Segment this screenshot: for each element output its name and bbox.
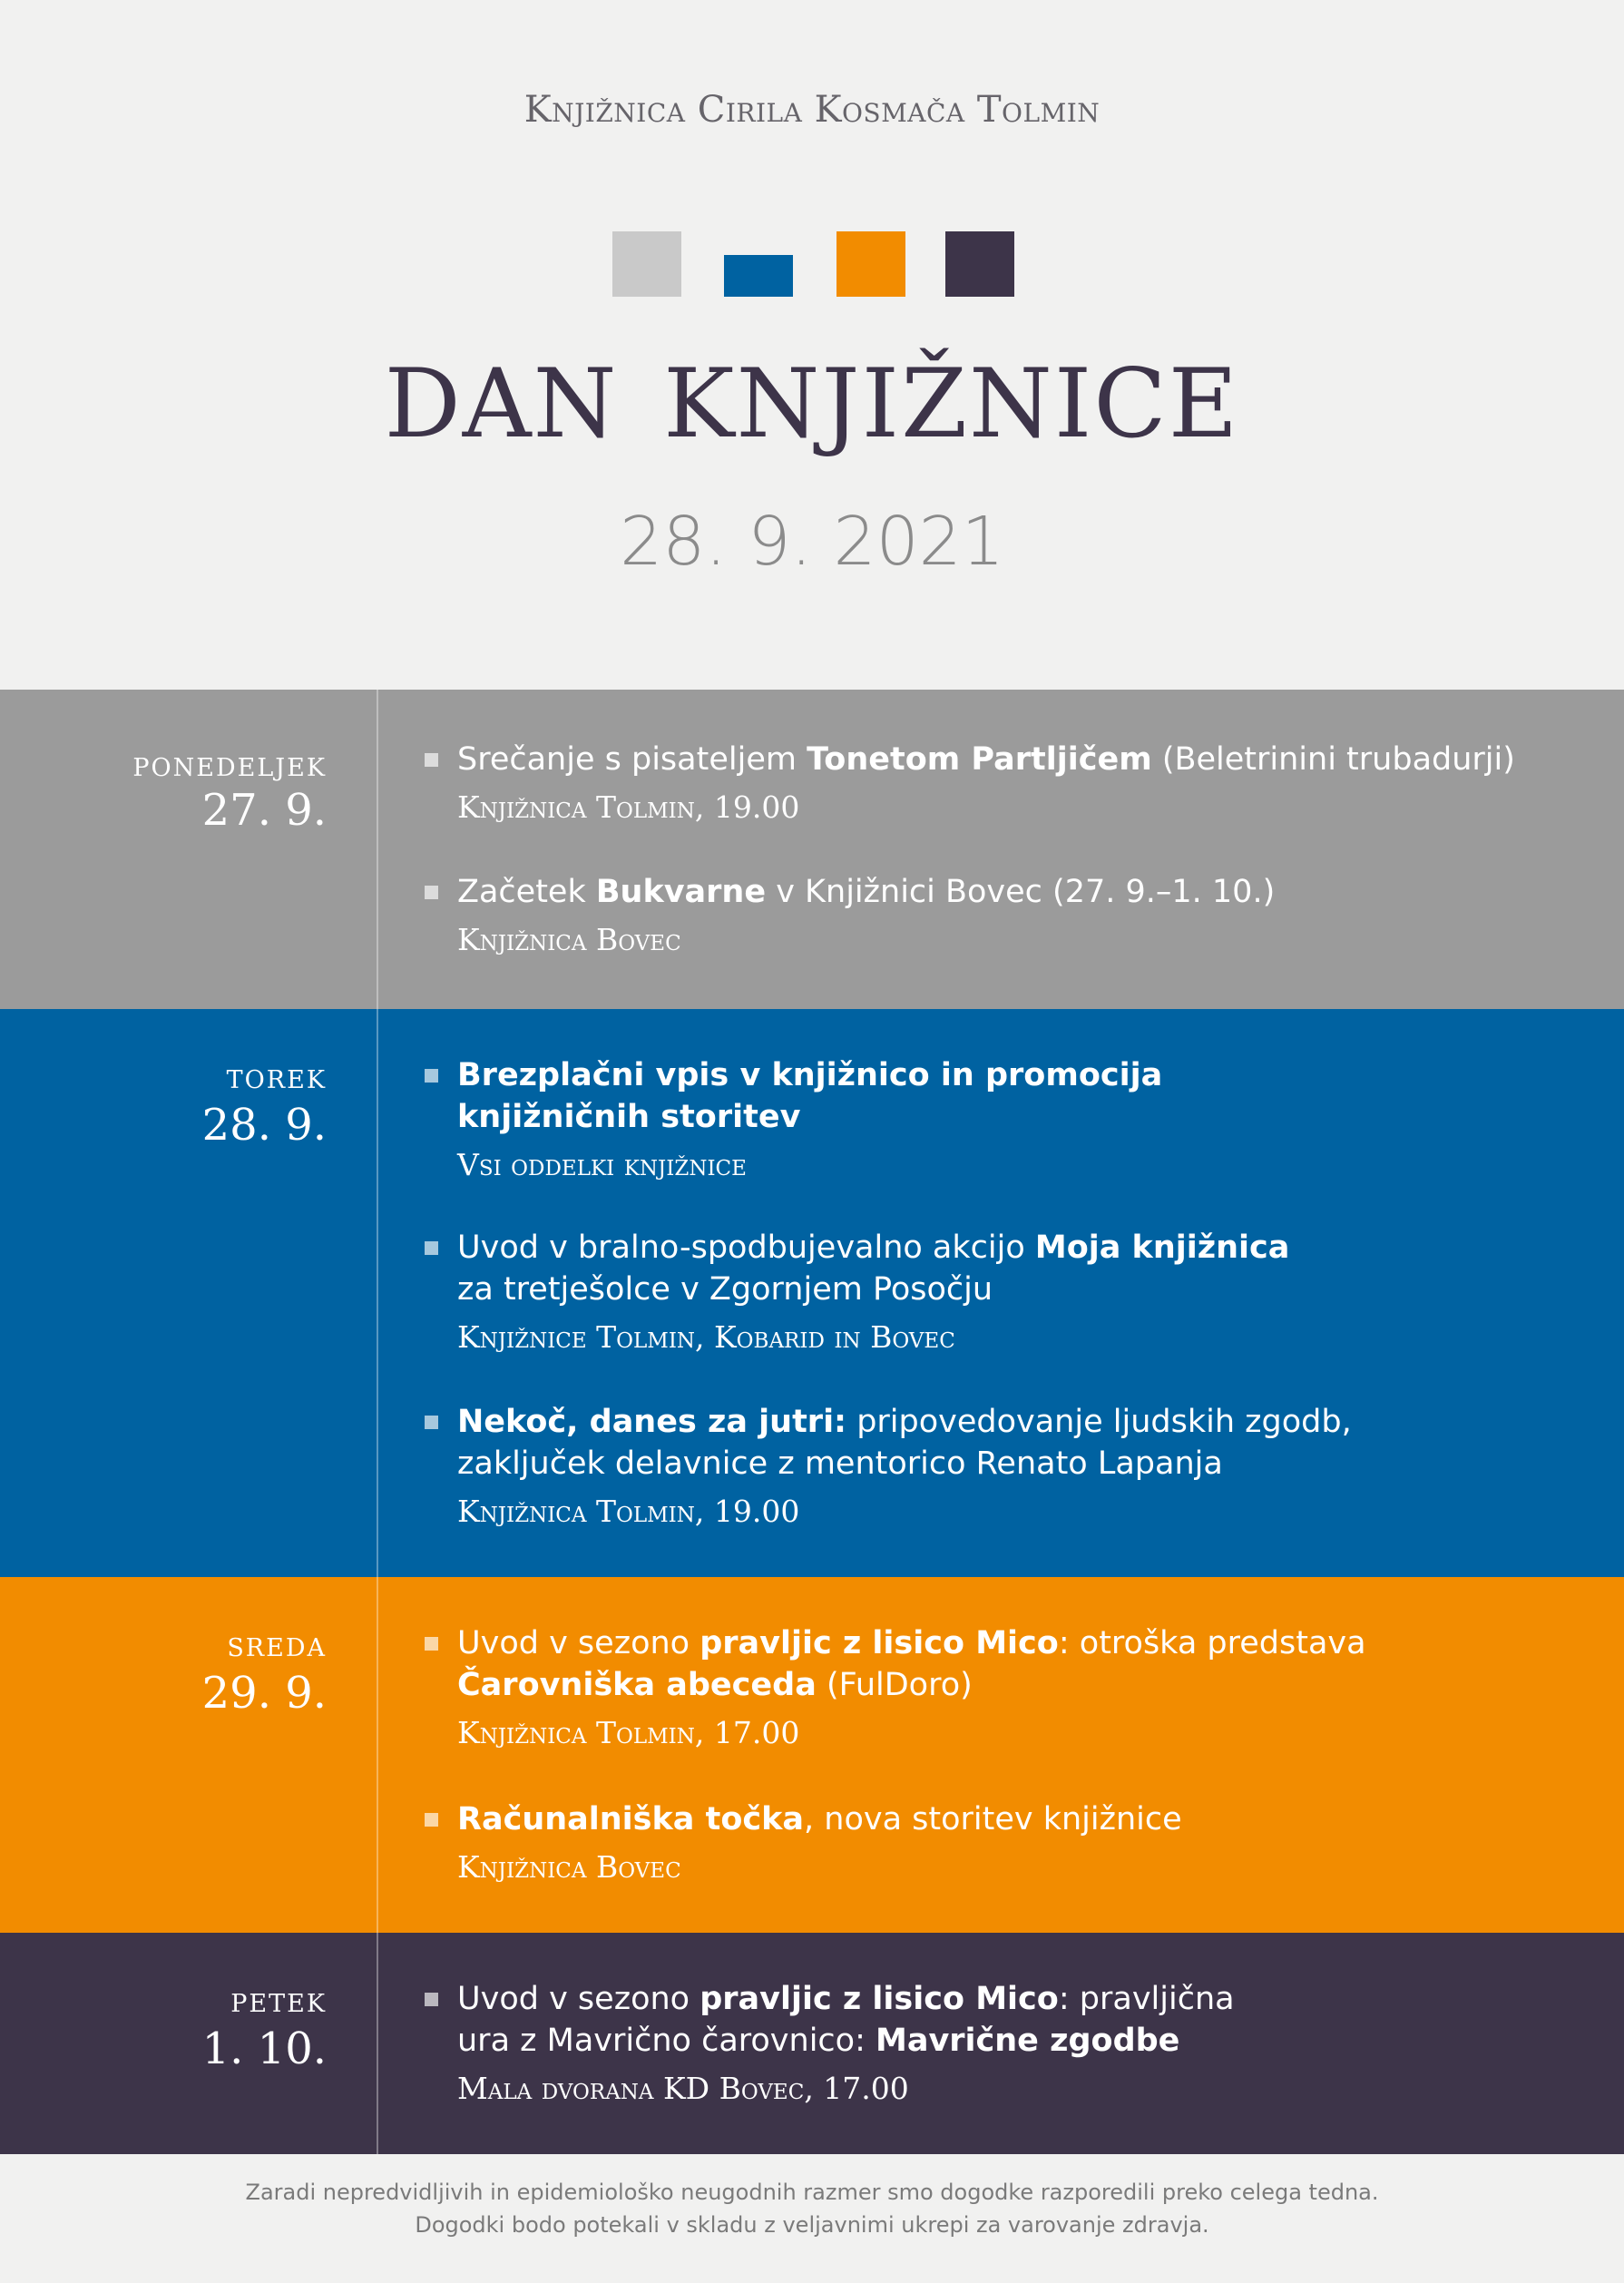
column-divider [377, 1009, 378, 1577]
event-description [457, 871, 1595, 913]
event-description [457, 1622, 1414, 1706]
plain-text: , nova storitev knjižnice [804, 1801, 1182, 1837]
event-item [425, 1227, 1332, 1356]
event-description [457, 1054, 1169, 1138]
emphasis-text: Nekoč, danes za jutri: [457, 1404, 847, 1440]
event-item [425, 739, 1595, 826]
plain-text: Začetek [457, 874, 596, 910]
plain-text: Uvod v bralno-spodbujevalno akcijo [457, 1230, 1035, 1266]
bullet-icon [425, 886, 438, 899]
color-square-blue [724, 255, 793, 297]
event-location: Vsi oddelki knjižnice [457, 1147, 747, 1182]
event-description [457, 1401, 1386, 1484]
event-location: Knjižnica Bovec [457, 1849, 681, 1885]
footer-line: Zaradi nepredvidljivih in epidemiološko neugodnih razmer smo dogodke razporedili preko celega tedna. [245, 2180, 1379, 2205]
emphasis-text: Čarovniška abeceda [457, 1667, 817, 1703]
event-item [425, 1401, 1386, 1530]
day-section-monday [0, 690, 1624, 1009]
day-name: ponedeljek [132, 744, 327, 784]
plain-text: : otroška predstava [1058, 1625, 1366, 1661]
plain-text: : pravljična ura z Mavrično čarovnico: [457, 1981, 1235, 2059]
day-section-tuesday [0, 1009, 1624, 1577]
event-item [425, 1798, 1595, 1886]
plain-text: v Knjižnici Bovec (27. 9.–1. 10.) [766, 874, 1276, 910]
emphasis-text: Moja knjižnica [1034, 1230, 1290, 1266]
day-date: 28. 9. [201, 1100, 327, 1151]
color-square-purple [945, 231, 1014, 297]
day-name: sreda [227, 1624, 327, 1664]
emphasis-text: Tonetom Partljičem [807, 741, 1152, 778]
bullet-icon [425, 1813, 438, 1827]
plain-text: Uvod v sezono [457, 1981, 700, 2017]
day-date: 29. 9. [201, 1668, 327, 1719]
event-description [457, 1978, 1296, 2062]
footer-note [0, 2176, 1624, 2241]
event-item [425, 871, 1595, 958]
event-location: Knjižnica Tolmin, 17.00 [457, 1715, 800, 1750]
event-description [457, 1227, 1332, 1310]
bullet-icon [425, 753, 438, 767]
event-location: Knjižnica Bovec [457, 922, 681, 957]
event-location: Knjižnica Tolmin, 19.00 [457, 1494, 800, 1529]
bullet-icon [425, 1993, 438, 2006]
emphasis-text: Brezplačni vpis v knjižnico in promocija knjižničnih storitev [457, 1057, 1163, 1135]
day-section-friday [0, 1933, 1624, 2154]
color-square-gray [612, 231, 681, 297]
event-item [425, 1054, 1169, 1183]
event-date: 28. 9. 2021 [620, 503, 1004, 581]
plain-text: (FulDoro) [816, 1667, 973, 1703]
day-date: 27. 9. [201, 785, 327, 836]
page-title: dan knjižnice [384, 311, 1240, 469]
event-location: Knjižnica Tolmin, 19.00 [457, 789, 800, 825]
day-name: petek [230, 1980, 327, 2020]
column-divider [377, 1577, 378, 1933]
plain-text: za tretješolce v Zgornjem Posočju [457, 1271, 993, 1308]
color-square-orange [836, 231, 905, 297]
bullet-icon [425, 1069, 438, 1083]
column-divider [377, 690, 378, 1009]
day-date: 1. 10. [201, 2023, 327, 2074]
plain-text: Srečanje s pisateljem [457, 741, 807, 778]
emphasis-text: Mavrične zgodbe [876, 2023, 1180, 2059]
plain-text: pripovedovanje ljudskih zgodb, zaključek delavnice z mentorico Renato Lapanja [457, 1404, 1352, 1482]
event-item [425, 1978, 1296, 2107]
bullet-icon [425, 1416, 438, 1429]
emphasis-text: pravljic z lisico Mico [699, 1981, 1059, 2017]
event-description [457, 1798, 1595, 1840]
event-item [425, 1622, 1414, 1751]
bullet-icon [425, 1637, 438, 1651]
event-location: Knjižnice Tolmin, Kobarid in Bovec [457, 1319, 955, 1355]
plain-text: (Beletrinini trubadurji) [1151, 741, 1515, 778]
color-squares [0, 231, 1624, 300]
emphasis-text: Bukvarne [595, 874, 767, 910]
event-location: Mala dvorana KD Bovec, 17.00 [457, 2071, 909, 2106]
library-name: Knjižnica Cirila Kosmača Tolmin [523, 89, 1101, 131]
emphasis-text: pravljic z lisico Mico [699, 1625, 1059, 1661]
footer-line: Dogodki bodo potekali v skladu z veljavnimi ukrepi za varovanje zdravja. [415, 2212, 1209, 2238]
column-divider [377, 1933, 378, 2154]
day-name: torek [226, 1056, 327, 1096]
event-description [457, 739, 1595, 780]
bullet-icon [425, 1241, 438, 1255]
plain-text: Uvod v sezono [457, 1625, 700, 1661]
emphasis-text: Računalniška točka [457, 1801, 805, 1837]
day-section-wednesday [0, 1577, 1624, 1933]
